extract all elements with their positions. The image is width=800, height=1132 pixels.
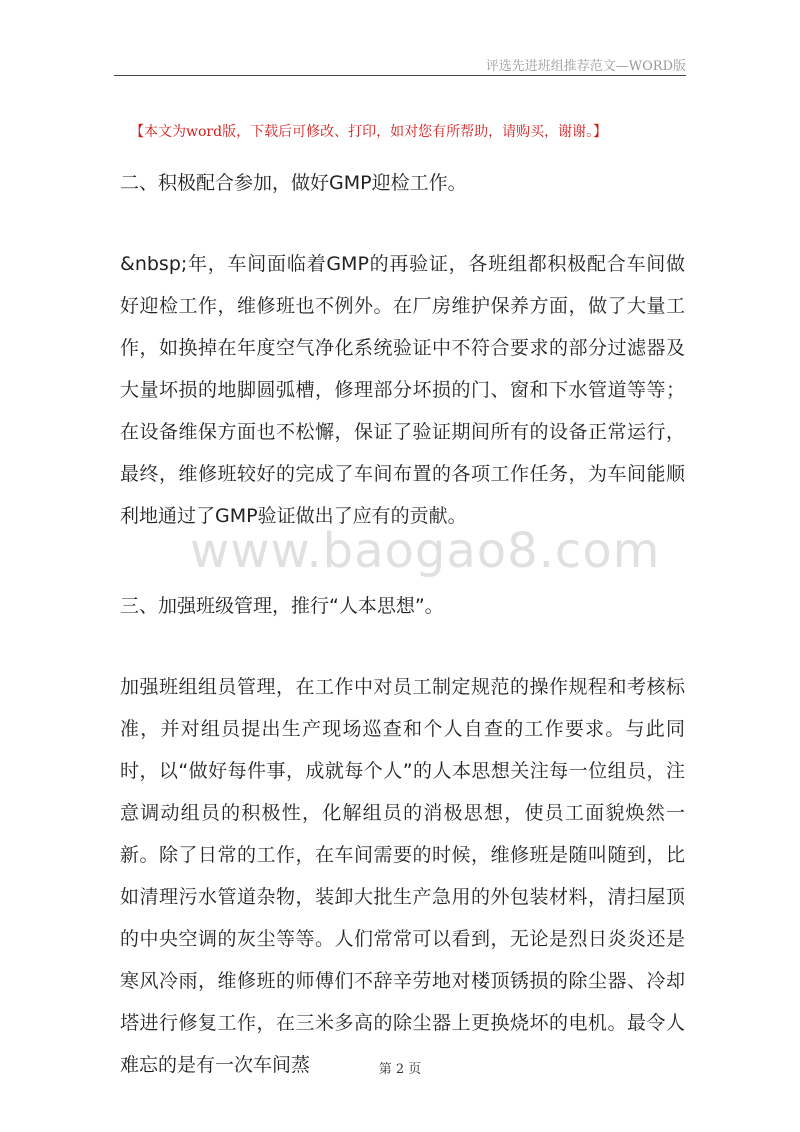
page-header-title: 评选先进班组推荐范文—WORD版 <box>485 59 686 74</box>
watermark: www.baogao8.com <box>190 523 661 579</box>
section-paragraph-3: 加强班组组员管理，在工作中对员工制定规范的操作规程和考核标准，并对组员提出生产现场巡查和个人自查的工作要求。与此同时，以“做好每件事，成就每个人”的人本思想关注每一位组员，注意调动组员的积极性，化解组员的消极思想，使员工面貌焕然一新。除了日常的工作，在车间需要的时候，维修班是随叫随到，比如清理污水管道杂物，装卸大批生产急用的外包装材料，清扫屋顶的中央空调的灰尘等等。人们常常可以看到，无论是烈日炎炎还是寒风冷雨，维修班的师傅们不辞辛劳地对楼顶锈损的除尘器、冷却塔进行修复工作，在三米多高的除尘器上更换烧坏的电机。最令人难忘的是有一次车间蒸 <box>120 676 685 1076</box>
page-number: 第 2 页 <box>378 1062 422 1077</box>
section-heading-3: 三、加强班级管理，推行“人本思想”。 <box>120 595 444 617</box>
header-divider <box>114 75 686 76</box>
download-notice: 【本文为word版，下载后可修改、打印，如对您有所帮助，请购买，谢谢。】 <box>130 124 608 140</box>
section-heading-2: 二、积极配合参加，做好GMP迎检工作。 <box>120 172 467 194</box>
section-paragraph-2: &nbsp;年，车间面临着GMP的再验证，各班组都积极配合车间做好迎检工作，维修班也不例外。在厂房维护保养方面，做了大量工作，如换掉在年度空气净化系统验证中不符合要求的部分过滤器及大量坏损的地脚圆弧槽，修理部分坏损的门、窗和下水管道等等；在设备维保方面也不松懈，保证了验证期间所有的设备正常运行，最终，维修班较好的完成了车间布置的各项工作任务，为车间能顺利地通过了GMP验证做出了应有的贡献。 <box>120 253 685 527</box>
